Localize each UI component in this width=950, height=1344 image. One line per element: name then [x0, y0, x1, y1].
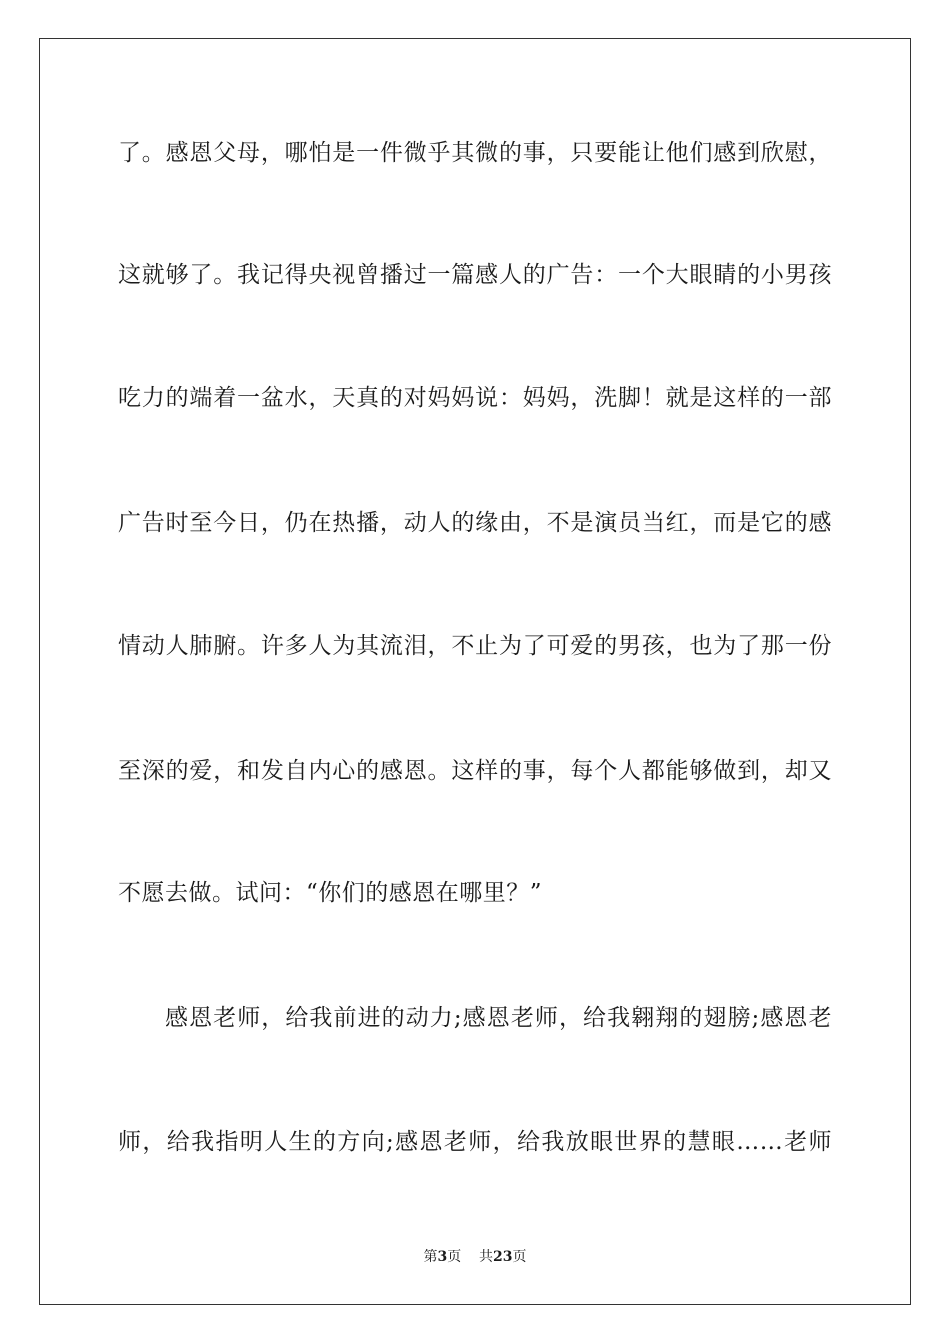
paragraph-line-4: 广告时至今日，仍在热播，动人的缘由，不是演员当红，而是它的感 — [118, 510, 832, 536]
paragraph-line-9: 师，给我指明人生的方向;感恩老师，给我放眼世界的慧眼……老师 — [118, 1129, 832, 1155]
paragraph-line-6: 至深的爱，和发自内心的感恩。这样的事，每个人都能够做到，却又 — [118, 758, 832, 784]
footer-total-pages: 23 — [493, 1249, 513, 1265]
footer-page-suffix: 页 — [447, 1249, 462, 1265]
paragraph-line-8: 感恩老师，给我前进的动力;感恩老师，给我翱翔的翅膀;感恩老 — [165, 1005, 832, 1031]
page-footer — [0, 1248, 950, 1266]
footer-total-prefix: 共 — [479, 1249, 494, 1265]
paragraph-line-1: 了。感恩父母，哪怕是一件微乎其微的事，只要能让他们感到欣慰， — [118, 140, 832, 166]
paragraph-line-7: 不愿去做。试问：“你们的感恩在哪里？” — [118, 880, 543, 906]
page-border — [39, 38, 911, 1305]
footer-page-prefix: 第 — [423, 1249, 438, 1265]
paragraph-line-5: 情动人肺腑。许多人为其流泪，不止为了可爱的男孩，也为了那一份 — [118, 633, 832, 659]
paragraph-line-2: 这就够了。我记得央视曾播过一篇感人的广告：一个大眼睛的小男孩 — [118, 262, 832, 288]
footer-total-suffix: 页 — [512, 1249, 527, 1265]
paragraph-line-3: 吃力的端着一盆水，天真的对妈妈说：妈妈，洗脚！就是这样的一部 — [118, 385, 832, 411]
footer-page-number: 3 — [437, 1249, 448, 1265]
